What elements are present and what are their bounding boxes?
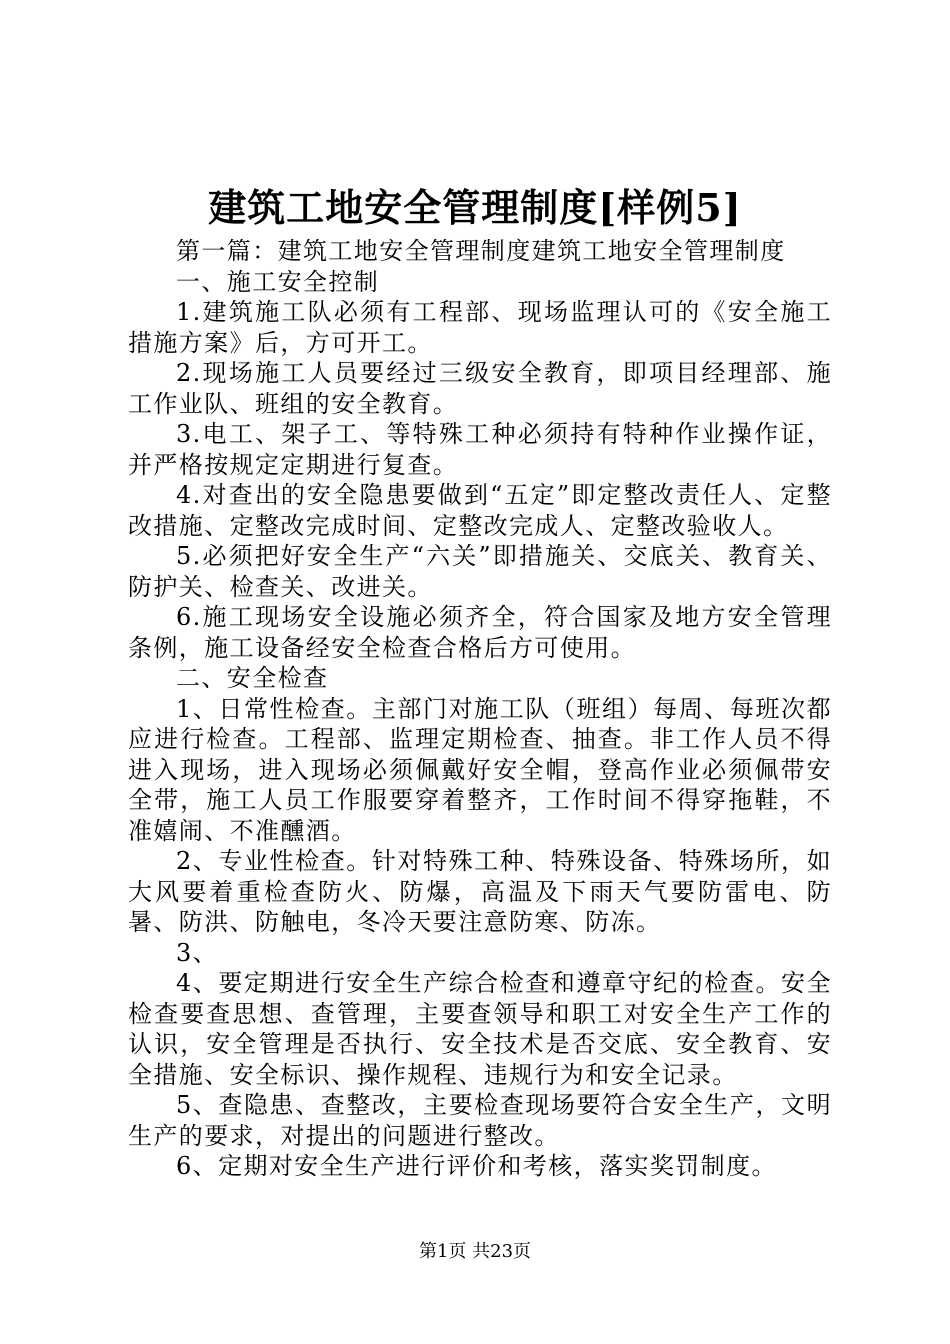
- paragraph-subheading: 一、施工安全控制: [176, 267, 380, 296]
- paragraph-section-heading: 第一篇：建筑工地安全管理制度建筑工地安全管理制度: [176, 237, 786, 265]
- page-number-footer: 第1页 共23页: [418, 1241, 532, 1262]
- paragraph-subheading: 二、安全检查: [176, 664, 329, 692]
- paragraph: 5、查隐患、查整改，主要检查现场要符合安全生产，文明生产的要求，对提出的问题进行整改。: [128, 1091, 832, 1150]
- paragraph: 2.现场施工人员要经过三级安全教育，即项目经理部、施工作业队、班组的安全教育。: [128, 359, 832, 418]
- paragraph: 6、定期对安全生产进行评价和考核，落实奖罚制度。: [176, 1152, 777, 1180]
- document-body: [128, 236, 832, 1182]
- paragraph: 6.施工现场安全设施必须齐全，符合国家及地方安全管理条例，施工设备经安全检查合格后方可使用。: [128, 603, 832, 662]
- paragraph: 3.电工、架子工、等特殊工种必须持有特种作业操作证，并严格按规定定期进行复查。: [128, 420, 832, 479]
- paragraph: 4、要定期进行安全生产综合检查和遵章守纪的检查。安全检查要查思想、查管理，主要查领导和职工对安全生产工作的认识，安全管理是否执行、安全技术是否交底、安全教育、安全措施、安全标识、操作规程、违规行为和安全记录。: [128, 969, 832, 1089]
- paragraph: 3、: [176, 938, 219, 967]
- document-title: 建筑工地安全管理制度[样例5]: [208, 185, 742, 230]
- paragraph: 5.必须把好安全生产“六关”即措施关、交底关、教育关、防护关、检查关、改进关。: [128, 542, 832, 601]
- paragraph: 4.对查出的安全隐患要做到“五定”即定整改责任人、定整改措施、定整改完成时间、定整改完成人、定整改验收人。: [128, 481, 832, 540]
- paragraph: 2、专业性检查。针对特殊工种、特殊设备、特殊场所，如大风要着重检查防火、防爆，高温及下雨天气要防雷电、防暑、防洪、防触电，冬冷天要注意防寒、防冻。: [128, 847, 832, 936]
- paragraph: 1.建筑施工队必须有工程部、现场监理认可的《安全施工措施方案》后，方可开工。: [128, 298, 832, 357]
- paragraph: 1、日常性检查。主部门对施工队（班组）每周、每班次都应进行检查。工程部、监理定期检查、抽查。非工作人员不得进入现场，进入现场必须佩戴好安全帽，登高作业必须佩带安全带，施工人员工作服要穿着整齐，工作时间不得穿拖鞋，不准嬉闹、不准醺酒。: [128, 694, 832, 845]
